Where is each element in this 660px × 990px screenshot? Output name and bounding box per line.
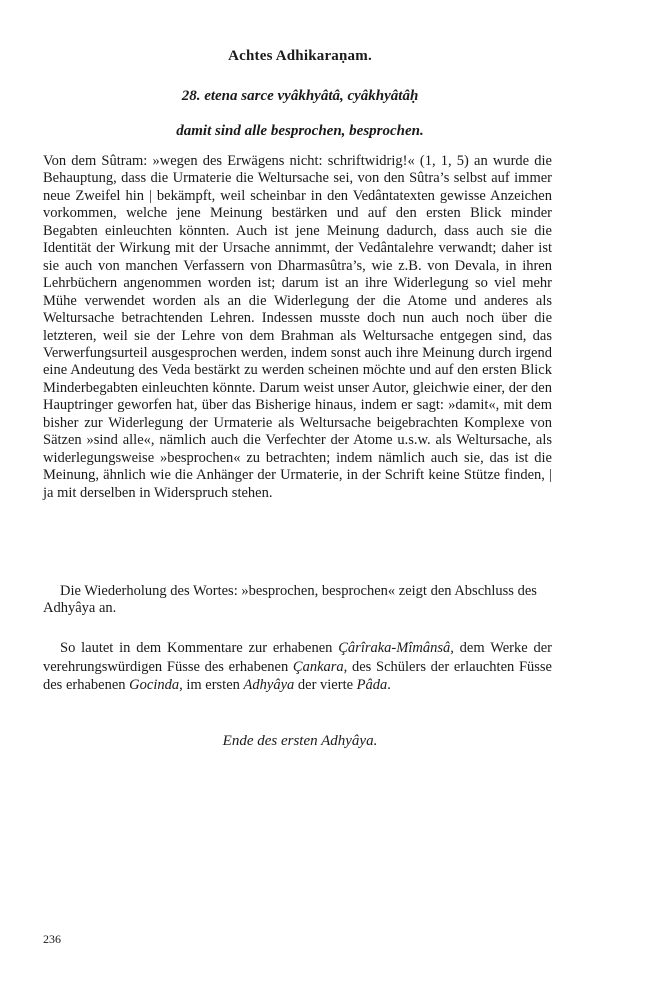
work-title: Çârîraka-Mîmânsâ, <box>338 640 454 656</box>
author-name: Çankara, <box>292 658 348 675</box>
sutra-heading: 28. etena sarce vyâkhyâtâ, cyâkhyâtâḥ <box>181 88 419 104</box>
adhyaya-term: Adhyâya <box>243 677 295 693</box>
sutra-translation: damit sind alle besprochen, besprochen. <box>176 123 424 139</box>
colophon-text: So lautet in dem Kommentare zur erhabenen <box>60 640 339 656</box>
commentary-paragraph-1: Von dem Sûtram: »wegen des Erwägens nicht: schriftwidrig!« (1, 1, 5) an wurde die Behauptung, dass die Urmaterie die Weltursache sei, von den Sûtra’s selbst auf immer neue Zweifel hin | bekämpft, weil scheinbar in den Vedântatexten gewisse Anzeichen vorkommen, welche jene Meinung bestärken und auf den ersten Blick minder Begabten einleuchten könnten. Auch ist jene Meinung dadurch, dass auch sie die Identität der Wirkung mit der Ursache annimmt, der Vedântalehre verwandt; daher ist sie auch von manchen Verfassern von Dharmasûtra’s, wie z.B. von Devala, in ihren Lehrbüchern angenommen worden ist; darum ist an ihre Widerlegung so viel mehr Mühe verwendet worden als an die Widerlegung der die Atome und anderes als Weltursache betrachtenden Lehren. Indessen musste doch nun auch noch über die letzteren, weil sie der Lehre von dem Brahman als Weltursache entgegen sind, das Verwerfungsurteil ausgesprochen werden, indem sonst auch ihre Meinung durch irgend eine Andeutung des Veda bestärkt zu werden scheinen möchte und auf den ersten Blick Minderbegabten einleuchten könnte. Darum weist unser Autor, gleichwie einer, der den Hauptringer geworfen hat, über das Bisherige hinaus, indem er sagt: »damit«, mit dem bisher zur Widerlegung der Urmaterie als Weltursache beigebrachten Komplexe von Sätzen »sind alle«, nämlich auch die Verfechter der Atome u.s.w. als Weltursache, als widerlegungsweise »besprochen« zu betrachten; indem nämlich auch sie, das ist die Meinung, ähnlich wie die Anhänger der Urmaterie, in der Schrift keine Stütze finden, | ja mit derselben in Widerspruch stehen. <box>43 153 552 501</box>
colophon-text: der vierte <box>294 677 357 693</box>
commentary-paragraph-2: Die Wiederholung des Wortes: »besprochen, besprochen« zeigt den Abschluss des Adhyâya an. <box>43 583 537 617</box>
teacher-name: Gocinda, <box>129 677 183 693</box>
colophon-paragraph <box>43 639 552 695</box>
page-number: 236 <box>43 932 61 946</box>
colophon-text: . <box>387 677 391 693</box>
colophon-text: im ersten <box>182 677 244 693</box>
colophon-text: dem Werke der verehrungswürdigen Füsse des erhabenen <box>43 640 552 675</box>
pada-term: Pâda <box>356 677 388 693</box>
colophon-text: des Schülers der erlauchten Füsse des erhabenen <box>43 658 552 693</box>
section-heading: Achtes Adhikaraṇam. <box>228 48 372 64</box>
chapter-end-line: Ende des ersten Adhyâya. <box>222 733 378 749</box>
